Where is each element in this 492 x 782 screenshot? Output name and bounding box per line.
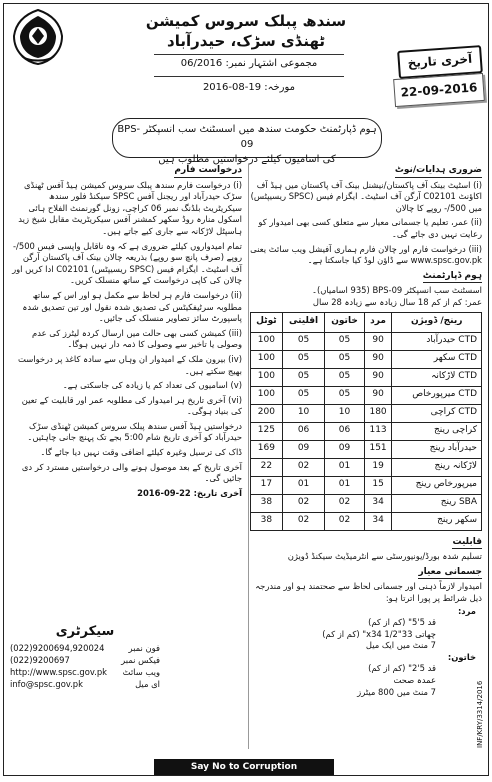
phone-value: (022)9200694,920024 [10,643,105,653]
female-health: عمدہ صحت [393,675,436,686]
cell-female: 02 [325,512,364,530]
web-value[interactable]: http://www.spsc.gov.pk [10,667,107,677]
cell-minority: 09 [282,440,325,458]
email-label: ای میل [135,679,160,689]
web-label: ویب سائٹ [122,667,160,677]
ad-number-label: مجموعی اشتہار نمبر [228,58,318,69]
cell-female: 01 [325,476,364,494]
cell-range: CTD سکھر [392,350,482,368]
dept-title: ہوم ڈپارٹمنٹ [423,271,482,284]
male-chest: چھاتی 33"x34 1/2" (کم از کم) [322,628,436,639]
column-divider [248,164,249,749]
application-last-date: آخری تاریخ: 22-09-2016 [137,487,242,498]
cell-total: 38 [251,494,283,512]
application-item: درخواستیں ہیڈ آفس سندھ پبلک سروس کمیشن ٹھنڈی سڑک حیدرآباد کو آخری تاریخ شام 5:00 بجے تک پہنچ جانی چاہئیں۔ [27,420,242,443]
cell-range: سکھر رینج [392,512,482,530]
ad-date-label: مورخہ [267,82,296,93]
cell-male: 90 [364,332,392,350]
table-row [251,350,482,368]
email-value[interactable]: info@spsc.gov.pk [10,679,83,689]
physical-title: جسمانی معیار [418,567,482,580]
signature-block [10,626,160,690]
application-title: درخواست فارم [174,165,242,178]
note-item: (iii) درخواست فارم اور چالان فارم ہماری آفیشل ویب سائٹ یعنی www.spsc.gov.pk سے ڈاؤن لوڈ کیا جاسکتا ہے۔ [250,243,482,266]
cell-male: 19 [364,458,392,476]
application-item: تمام امیدواروں کیلئے ضروری ہے کہ وہ ناقابل واپسی فیس 500/- روپے (صرف پانچ سو روپے) بذریعہ چالان بینک آف پاکستان آرگن آف اسٹیٹ۔ ایگزام فیس (SPSC ریسیپٹس) C02101 ادا کریں اور چالان کی کاپی درخواست کے ساتھ منسلک کریں۔ [12,240,242,286]
cell-minority: 05 [282,332,325,350]
cell-total: 22 [251,458,283,476]
last-date-badge [394,48,482,120]
ad-date-line: مورخہ: 19-08-2016 [202,82,296,93]
table-row [251,494,482,512]
fax-value: (022)9200697 [10,655,70,665]
qualification-text: تسلیم شدہ بورڈ/یونیورسٹی سے انٹرمیڈیٹ سیکنڈ ڈویژن [287,551,482,562]
cell-male: 34 [364,512,392,530]
cell-total: 38 [251,512,283,530]
advertisement-page [3,3,489,776]
table-row [251,404,482,422]
commission-title: سندھ پبلک سروس کمیشن [145,12,347,30]
cell-minority: 02 [282,494,325,512]
application-item: (i) درخواست فارم سندھ پبلک سروس کمیشن ہیڈ آفس ٹھنڈی سڑک حیدرآباد اور ریجنل آفس SPSC سیکنڈ فلور سندھ سیکریٹریٹ بلڈنگ نمبر 06 کراچی، زونل گورنمنٹ الفلاح ہائی اسکول منارہ روڈ سکھر کمشنر آفس سیکریٹریٹ مقابل شیخ زید ہاسپٹل لاڑکانہ سے جاری کیے جاتے ہیں۔ [18,179,242,236]
col-header-total: ٹوٹل [251,312,283,332]
ad-number-value: 06/2016 [180,58,223,69]
cell-female: 05 [325,332,364,350]
cell-minority: 06 [282,422,325,440]
application-item: (v) اسامیوں کی تعداد کم یا زیادہ کی جاسکتی ہے۔ [62,380,242,391]
cell-female: 06 [325,422,364,440]
table-row [251,332,482,350]
cell-female: 05 [325,386,364,404]
cell-female: 02 [325,494,364,512]
cell-range: حیدرآباد رینج [392,440,482,458]
cell-range: لاڑکانہ رینج [392,458,482,476]
male-standard [246,606,476,652]
male-label: مرد: [457,605,476,616]
col-header-range: رینج/ ڈویژن [392,312,482,332]
col-header-female: خاتون [325,312,364,332]
header [4,4,488,116]
intro-line-1: ہوم ڈپارٹمنٹ حکومت سندھ میں اسسٹنٹ سب انسپکٹر BPS-09 [117,124,377,150]
cell-range: CTD میرپورخاص [392,386,482,404]
male-run: 7 منٹ میں ایک میل [365,640,436,651]
cell-total: 125 [251,422,283,440]
cell-total: 17 [251,476,283,494]
web-line [10,666,160,678]
cell-female: 05 [325,368,364,386]
cell-total: 100 [251,386,283,404]
cell-minority: 05 [282,350,325,368]
title-divider [154,54,344,55]
secretary-title: سیکرٹری [55,624,115,639]
cell-male: 180 [364,404,392,422]
commission-address: ٹھنڈی سڑک، حیدرآباد [167,32,325,50]
table-row [251,458,482,476]
table-row [251,476,482,494]
cell-total: 100 [251,368,283,386]
application-item: آخری تاریخ کے بعد موصول ہونے والی درخواستیں مسترد کر دی جائیں گی۔ [21,461,242,484]
table-row [251,422,482,440]
fax-label: فیکس نمبر [121,655,160,665]
cell-range: SBA رینج [392,494,482,512]
inf-number: INF/KRY/3314/2016 [476,680,484,748]
ad-divider [154,76,344,77]
cell-range: کراچی رینج [392,422,482,440]
posts-subtitle: اسسٹنٹ سب انسپکٹر BPS-09 (935 اسامیاں)۔ [312,285,482,296]
intro-bubble [112,118,382,165]
cell-male: 15 [364,476,392,494]
note-item: (ii) عمر، تعلیم یا جسمانی معیار سے متعلق کسی بھی امیدوار کو رعایت نہیں دی جائے گی۔ [258,217,482,239]
cell-range: CTD لاڑکانہ [392,368,482,386]
cell-total: 100 [251,350,283,368]
phone-label: فون نمبر [128,643,160,653]
physical-text: امیدوار لازماً ذہنی اور جسمانی لحاظ سے صحتمند ہو اور مندرجہ ذیل شرائط پر پورا اترتا ہو: [255,581,482,603]
cell-minority: 05 [282,368,325,386]
last-date-badge-label: آخری تاریخ [397,45,483,79]
application-item: (iii) کمیشن کسی بھی حالت میں ارسال کردہ لیٹرز کی عدم وصولی یا تاخیر سے وصولی کا ذمہ دار نہیں ہوگا۔ [32,327,242,350]
posts-table [250,312,482,531]
cell-minority: 01 [282,476,325,494]
cell-range: CTD کراچی [392,404,482,422]
right-column [246,164,482,698]
notes-title: ضروری ہدایات/نوٹ [395,165,482,178]
female-label: خاتون: [447,651,476,662]
application-item: (ii) درخواست فارم ہر لحاظ سے مکمل ہو اور اس کے ساتھ مطلوبہ سرٹیفکیٹس کی تصدیق شدہ نقول اور تین تصدیق شدہ پاسپورٹ سائز تصاویر منسلک کی جائیں۔ [22,289,242,324]
cell-range: CTD حیدرآباد [392,332,482,350]
female-standard [246,652,476,698]
cell-minority: 02 [282,512,325,530]
last-date-badge-value: 22-09-2016 [393,73,485,107]
application-item: ڈاک کی ترسیل وغیرہ کیلئے اضافی وقت نہیں دیا جائے گا۔ [40,447,242,458]
table-header-row [251,312,482,332]
table-row [251,386,482,404]
cell-minority: 05 [282,386,325,404]
cell-minority: 10 [282,404,325,422]
cell-male: 34 [364,494,392,512]
cell-total: 169 [251,440,283,458]
ad-number-line: مجموعی اشتہار نمبر: 06/2016 [180,58,318,69]
female-run: 7 منٹ میں 800 میٹرز [357,686,436,697]
age-limit: عمر: کم از کم 18 سال زیادہ سے زیادہ 28 سال [312,296,482,307]
table-row [251,440,482,458]
cell-male: 151 [364,440,392,458]
fax-line [10,654,160,666]
cell-female: 01 [325,458,364,476]
cell-male: 90 [364,368,392,386]
note-item: (i) اسٹیٹ بینک آف پاکستان/نیشنل بینک آف پاکستان میں ہیڈ آف اکاؤنٹ C02101 آرگن آف اسٹیٹ۔ ایگزام فیس (SPSC ریسیپٹس) میں 500/- روپے کا چالان [250,179,482,213]
ad-date-value: 19-08-2016 [202,82,262,93]
cell-male: 90 [364,386,392,404]
table-row [251,512,482,530]
intro-line-2: کی اسامیوں کیلئے درخواستیں مطلوب ہیں [158,154,336,165]
phone-line [10,642,160,654]
cell-female: 05 [325,350,364,368]
cell-female: 09 [325,440,364,458]
cell-male: 113 [364,422,392,440]
cell-total: 200 [251,404,283,422]
col-header-male: مرد [364,312,392,332]
application-item: (vi) آخری تاریخ ہر امیدوار کی مطلوبہ عمر اور قابلیت کے تعین کی بنیاد ہوگی۔ [21,394,242,417]
cell-minority: 02 [282,458,325,476]
table-row [251,368,482,386]
anti-corruption-banner: Say No to Corruption [154,759,334,775]
col-header-minority: اقلیتی [282,312,325,332]
application-item: (iv) بیرون ملک کے امیدوار ان وہاں سے سادہ کاغذ پر درخواست بھیج سکتے ہیں۔ [18,353,242,376]
qualification-title: قابلیت [452,537,482,550]
cell-male: 90 [364,350,392,368]
male-height: قد 5'5" (کم از کم) [368,617,436,628]
cell-total: 100 [251,332,283,350]
email-line [10,678,160,690]
cell-range: میرپورخاص رینج [392,476,482,494]
female-height: قد 5'2" (کم از کم) [368,663,436,674]
cell-female: 10 [325,404,364,422]
left-column [10,164,242,502]
